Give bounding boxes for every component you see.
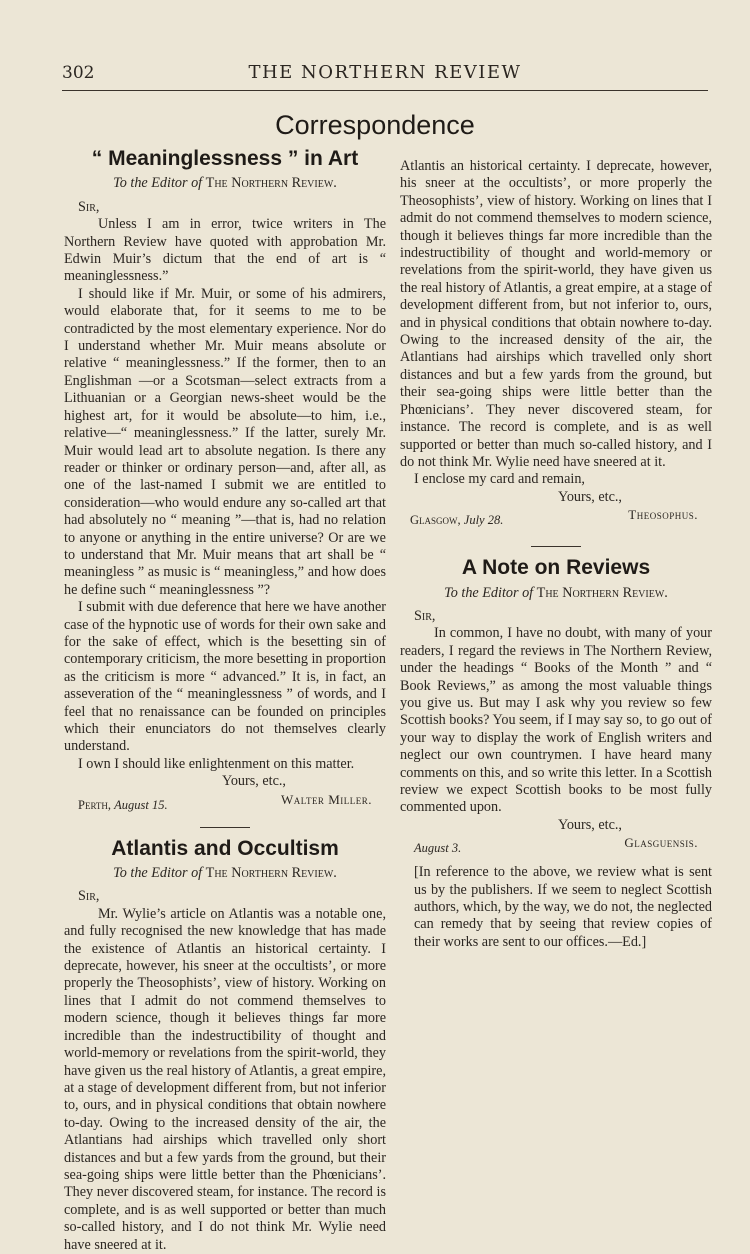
date: August 3. [414, 841, 462, 856]
letter-paragraph: I submit with due deference that here we have another case of the hypnotic use of words for their own sake and for the sake of effect, which is the besetting sin of contemporary criticism, the more besetting in proportion as the criticism is more “ advanced.” It is, in fact, an asseveration of the “ meaninglessness ” of words, and I feel that no renaissance can be founded on principles which their enunciators do not themselves clearly understand. [64, 599, 386, 755]
letter-reviews [400, 556, 712, 951]
addressee-line [64, 865, 386, 882]
signature: Walter Miller. [281, 791, 372, 807]
signature-block [400, 834, 712, 856]
addressee-line [400, 585, 712, 602]
letter-title: Atlantis and Occultism [111, 836, 339, 860]
letter-paragraph: I own I should like enlightenment on this matter. [78, 755, 355, 772]
letter-paragraph: In common, I have no doubt, with many of your readers, I regard the reviews in The Northern Review, under the headings “ Books of the Month ” and “ Book Reviews,” as among the most valuable things you give us. But may I ask why you review so few Scottish books? You seem, if I may say so, to go out of your way to display the work of English writers and neglect our own countrymen. I have heard many comments on this, and so write this letter. In a Scottish review we expect Scottish books to be most fully commented upon. [400, 625, 712, 816]
salutation: Sir, [78, 198, 100, 215]
letter-title: A Note on Reviews [461, 556, 651, 580]
place: Perth, [78, 797, 112, 812]
date: August 15. [114, 797, 168, 812]
addressee-prefix: To the Editor of [113, 865, 203, 882]
place-date [78, 797, 168, 814]
addressee-prefix: To the Editor of [113, 175, 203, 192]
letter-atlantis [64, 836, 386, 1253]
signature: Theosophus. [628, 507, 698, 523]
divider [200, 827, 250, 828]
salutation: Sir, [78, 888, 100, 905]
right-column [400, 158, 712, 951]
signature: Glasguensis. [624, 835, 698, 851]
salutation: Sir, [414, 607, 436, 624]
addressee-journal: The Northern Review. [205, 175, 337, 192]
letter-paragraph-continued: Atlantis an historical certainty. I deprecate, however, his sneer at the occultists’, or more properly the Theosophists’, view of history. Working on lines that I admit do not commend themselves to modern science, though it believes things far more incredible than the indestructibility of thought and world-memory or revelations from the spirit-world, they have given us the real history of Atlantis, a great empire, at a stage of development different from, but not inferior to, ours, and in physical conditions that obtain nowhere to-day. Owing to the increased density of the air, the Atlantians had airships which travelled only short distances and but a few yards from the ground, but their sea-going ships were little better than the Phœnicians’. They never discovered steam, for instance. The record is complete, and is as well supported or better than much so-called history, and I do not think Mr. Wylie need have sneered at it. [400, 158, 712, 470]
valediction: Yours, etc., [558, 488, 622, 505]
page-number: 302 [62, 63, 95, 83]
letter-paragraph: I should like if Mr. Muir, or some of his admirers, would elaborate that, for it seems to me to be contradicted by the most elementary experience. Nor do I understand whether Mr. Muir means absolute or relative “ meaninglessness.” If the former, then to an Englishman —or a Scotsman—select extracts from a Lithuanian or a Georgian news-sheet would be the highest art, for it would be absolute—to him, i.e., relative—“ meaninglessness.” If the latter, surely Mr. Muir would lead art to absolute negation. Is there any reader or thinker or ordinary person—and, after all, as one of the last-named I submit we are entitled to consideration—who would endure any so-called art that had absolutely no “ meaning ”—that is, had no relation to anyone or anything in the entire universe? Or are we to understand that Mr. Muir means that art shall be “ meaningless ” as music is “ meaningless,” and how does he define such “ meaninglessness ”? [64, 285, 386, 598]
signature-block [64, 791, 386, 813]
place: Glasgow, [410, 513, 461, 528]
signature-block [400, 506, 712, 528]
addressee-prefix: To the Editor of [444, 584, 534, 601]
place-date [414, 840, 461, 857]
place-date [410, 512, 503, 529]
addressee-journal: The Northern Review. [205, 865, 337, 882]
date: July 28. [463, 513, 504, 528]
addressee-line [64, 175, 386, 192]
section-title: Correspondence [275, 110, 475, 140]
letter-title: “ Meaninglessness ” in Art [91, 147, 359, 170]
running-head [62, 60, 708, 90]
valediction: Yours, etc., [558, 816, 622, 833]
left-column [64, 147, 386, 1253]
journal-title: THE NORTHERN REVIEW [248, 62, 522, 83]
editor-note: [In reference to the above, we review what is sent us by the publishers. If we seem to neglect Scottish authors, which, by the way, we do not, the neglected can remedy that by seeing that review copies of their works are sent to our offices.—Ed.] [414, 864, 712, 950]
addressee-journal: The Northern Review. [536, 584, 668, 601]
letter-meaninglessness [64, 147, 386, 813]
letter-paragraph: Unless I am in error, twice writers in The Northern Review have quoted with approbation Mr. Edwin Muir’s dictum that the end of art is “ meaninglessness.” [64, 216, 386, 285]
divider [531, 546, 581, 547]
header-rule [62, 90, 708, 91]
valediction: Yours, etc., [222, 773, 286, 790]
letter-paragraph: Mr. Wylie’s article on Atlantis was a notable one, and fully recognised the new knowledge that has made the existence of Atlantis an historical certainty. I deprecate, however, his sneer at the occultists’, or more properly the Theosophists’, view of history. Working on lines that I admit do not commend themselves to modern science, though it believes things far more incredible than the indestructibility of thought and world-memory or revelations from the spirit-world, they have given us the real history of Atlantis, a great empire, at a stage of development different from, but not inferior to, ours, and in physical conditions that obtain nowhere to-day. Owing to the increased density of the air, the Atlantians had airships which travelled only short distances and but a few yards from the ground, but their sea-going ships were little better than the Phœnicians’. They never discovered steam, for instance. The record is complete, and is as well supported or better than much so-called history, and I do not think Mr. Wylie need have sneered at it. [64, 905, 386, 1253]
letter-paragraph: I enclose my card and remain, [414, 471, 585, 488]
